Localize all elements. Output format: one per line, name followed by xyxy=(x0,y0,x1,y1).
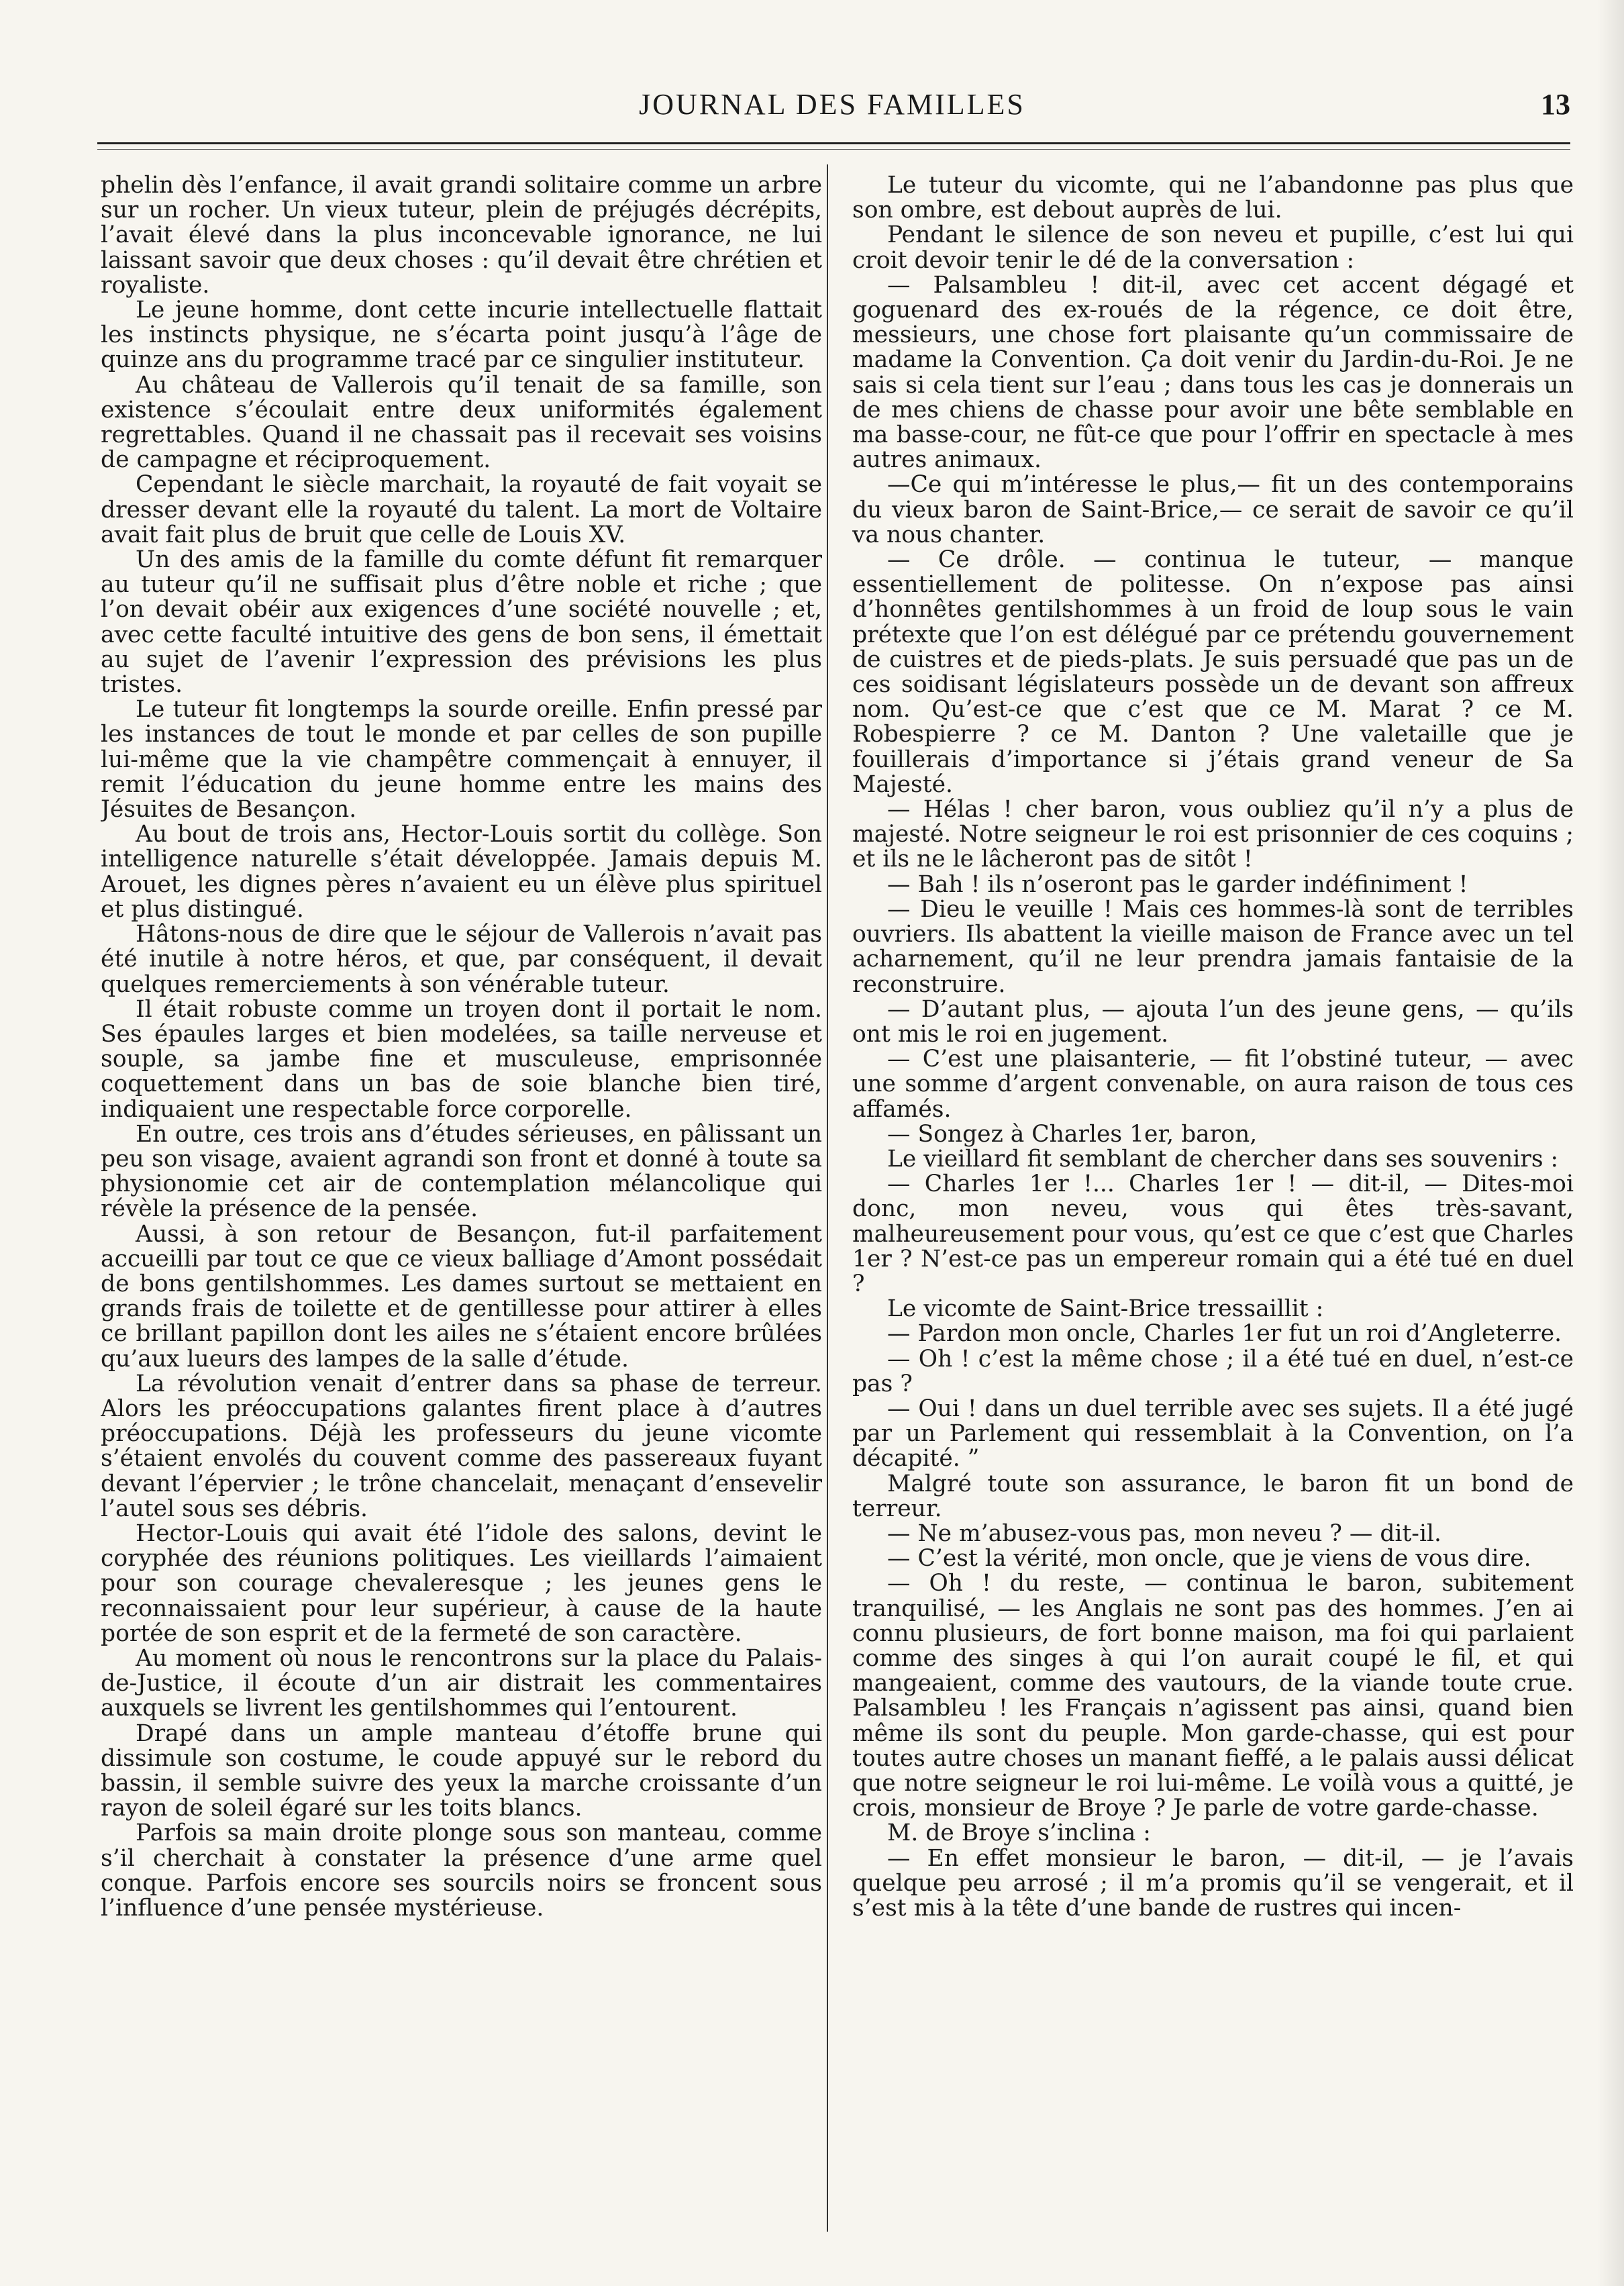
paragraph: Le tuteur fit longtemps la sourde oreille. Enfin pressé par les instances de tout le monde et par celles de son pupille lui-même que la vie champêtre commençait à ennuyer, il remit l’éducation du jeune homme entre les mains des Jésuites de Besançon. xyxy=(101,696,822,824)
paragraph: — Hélas ! cher baron, vous oubliez qu’il n’y a plus de majesté. Notre seigneur le roi est prisonnier de ces coquins ; et ils ne le lâcheront pas de sitôt ! xyxy=(852,796,1574,873)
paragraph: — Ce drôle. — continua le tuteur, — manque essentiellement de politesse. On n’expose pas ainsi d’honnêtes gentilshommes à un froid de loup sous le vain prétexte que l’on est délégué par ce prétendu gouvernement de cuistres et de pieds-plats. Je suis persuadé que pas un de ces soidisant législateurs possède un de devant son affreux nom. Qu’est-ce que c’est que ce M. Marat ? ce M. Robespierre ? ce M. Danton ? Une valetaille que je fouillerais d’importance si j’étais grand veneur de Sa Majesté. xyxy=(852,546,1574,798)
journal-title: JOURNAL DES FAMILLES xyxy=(639,88,1025,121)
paragraph: Un des amis de la famille du comte défunt fit remarquer au tuteur qu’il ne suffisait plus d’être noble et riche ; que l’on devait obéir aux exigences d’une société nouvelle ; et, avec cette faculté intuitive des gens de bon sens, il émettait au sujet de l’avenir l’expression des prévisions les plus tristes. xyxy=(101,546,822,699)
paragraph: — Pardon mon oncle, Charles 1er fut un roi d’Angleterre. xyxy=(887,1320,1562,1348)
paragraph: — Oh ! c’est la même chose ; il a été tué en duel, n’est-ce pas ? xyxy=(852,1345,1574,1397)
paragraph: Le vieillard fit semblant de chercher dans ses souvenirs : xyxy=(887,1145,1559,1173)
paragraph: Le jeune homme, dont cette incurie intellectuelle flattait les instincts physique, ne s’écarta point jusqu’à l’âge de quinze ans du programme tracé par ce singulier instituteur. xyxy=(101,297,822,374)
paragraph: — Songez à Charles 1er, baron, xyxy=(887,1120,1258,1148)
paragraph: M. de Broye s’inclina : xyxy=(887,1820,1151,1847)
paragraph: Il était robuste comme un troyen dont il portait le nom. Ses épaules larges et bien modelées, sa taille nerveuse et souple, sa jambe fine et musculeuse, emprisonnée coquettement dans un bas de soie blanche bien tiré, indiquaient une respectable force corporelle. xyxy=(101,995,822,1123)
paragraph: —Ce qui m’intéresse le plus,— fit un des contemporains du vieux baron de Saint-Brice,— ce serait de savoir ce qu’il va nous chanter. xyxy=(852,471,1574,548)
column-divider xyxy=(827,164,828,2232)
paragraph: La révolution venait d’entrer dans sa phase de terreur. Alors les préoccupations galantes firent place à d’autres préoccupations. Déjà les professeurs du jeune vicomte s’étaient envolés du couvent comme des passereaux fuyant devant l’épervier ; le trône chancelait, menaçant d’ensevelir l’autel sous ses débris. xyxy=(101,1370,822,1522)
paragraph: phelin dès l’enfance, il avait grandi solitaire comme un arbre sur un rocher. Un vieux tuteur, plein de préjugés décrépits, l’avait élevé dans la plus inconcevable ignorance, ne lui laissant savoir que deux choses : qu’il devait être chrétien et royaliste. xyxy=(101,173,822,299)
page-number: 13 xyxy=(1541,88,1570,121)
paragraph: — Ne m’abusez-vous pas, mon neveu ? — dit-il. xyxy=(887,1520,1441,1547)
paragraph: Parfois sa main droite plonge sous son manteau, comme s’il cherchait à constater la présence d’une arme quel conque. Parfois encore ses sourcils noirs se froncent sous l’influence d’une pensée mystérieuse. xyxy=(101,1820,822,1922)
paragraph: — C’est la vérité, mon oncle, que je viens de vous dire. xyxy=(887,1545,1531,1573)
paragraph: Malgré toute son assurance, le baron fit un bond de terreur. xyxy=(852,1470,1574,1522)
paragraph: — Dieu le veuille ! Mais ces hommes-là sont de terribles ouvriers. Ils abattent la vieille maison de France avec un tel acharnement, qu’il ne leur prendra jamais fantaisie de la reconstruire. xyxy=(852,895,1574,998)
paragraph: Pendant le silence de son neveu et pupille, c’est lui qui croit devoir tenir le dé de la conversation : xyxy=(852,221,1574,274)
paragraph: — En effet monsieur le baron, — dit-il, — je l’avais quelque peu arrosé ; il m’a promis qu’il se vengerait, et il s’est mis à la tête d’une bande de rustres qui incen- xyxy=(852,1844,1574,1922)
paragraph: — Palsambleu ! dit-il, avec cet accent dégagé et goguenard des ex-roués de la régence, ce doit être, messieurs, une chose fort plaisante qu’un commissaire de madame la Convention. Ça doit venir du Jardin-du-Roi. Je ne sais si cela tient sur l’eau ; dans tous les cas je donnerais un de mes chiens de chasse pour avoir une bête semblable en ma basse-cour, ne fût-ce que pour l’offrir en spectacle à mes autres animaux. xyxy=(852,271,1574,474)
right-column xyxy=(852,173,1574,2239)
paragraph: Hâtons-nous de dire que le séjour de Vallerois n’avait pas été inutile à notre héros, et que, par conséquent, il devait quelques remerciements à son vénérable tuteur. xyxy=(101,921,822,998)
paragraph: — Charles 1er !... Charles 1er ! — dit-il, — Dites-moi donc, mon neveu, vous qui êtes très-savant, malheureusement pour vous, qu’est ce que c’est que Charles 1er ? N’est-ce pas un empereur romain qui a été tué en duel ? xyxy=(852,1171,1574,1297)
paragraph: Le vicomte de Saint-Brice tressaillit : xyxy=(887,1295,1324,1323)
paragraph: Hector-Louis qui avait été l’idole des salons, devint le coryphée des réunions politiques. Les vieillards l’aimaient pour son courage chevaleresque ; les jeunes gens le reconnaissaient pour leur supérieur, à cause de la haute portée de son esprit et de la fermeté de son caractère. xyxy=(101,1520,822,1647)
paragraph: Le tuteur du vicomte, qui ne l’abandonne pas plus que son ombre, est debout auprès de lui. xyxy=(852,173,1574,224)
paragraph: Cependant le siècle marchait, la royauté de fait voyait se dresser devant elle la royauté du talent. La mort de Voltaire avait fait plus de bruit que celle de Louis XV. xyxy=(101,471,822,548)
paragraph: Au bout de trois ans, Hector-Louis sortit du collège. Son intelligence naturelle s’était développée. Jamais depuis M. Arouet, les dignes pères n’avaient eu un élève plus spirituel et plus distingué. xyxy=(101,821,822,923)
page-edge xyxy=(1597,0,1624,2286)
paragraph: — D’autant plus, — ajouta l’un des jeune gens, — qu’ils ont mis le roi en jugement. xyxy=(852,995,1574,1048)
paragraph: — Oh ! du reste, — continua le baron, subitement tranquilisé, — les Anglais ne sont pas des hommes. J’en ai connu plusieurs, de fort bonne maison, ma foi qui parlaient comme des singes à qui l’on aurait coupé le fil, et qui mangeaient, comme des vautours, de la viande toute crue. Palsambleu ! les Français n’agissent pas ainsi, quand bien même ils sont du peuple. Mon garde-chasse, qui est pour toutes autre choses un manant fieffé, a le palais aussi délicat que notre seigneur le roi lui-même. Le voilà vous a quitté, je crois, monsieur de Broye ? Je parle de votre garde-chasse. xyxy=(852,1570,1574,1822)
paragraph: Au moment où nous le rencontrons sur la place du Palais-de-Justice, il écoute d’un air distrait les commentaires auxquels se livrent les gentilshommes qui l’entourent. xyxy=(101,1644,822,1722)
paragraph: Aussi, à son retour de Besançon, fut-il parfaitement accueilli par tout ce que ce vieux balliage d’Amont possédait de bons gentilshommes. Les dames surtout se mettaient en grands frais de toilette et de gentillesse pour attirer à elles ce brillant papillon dont les ailes ne s’étaient encore brûlées qu’aux lueurs des lampes de la salle d’étude. xyxy=(101,1220,822,1373)
page-header xyxy=(94,87,1570,134)
paragraph: — Oui ! dans un duel terrible avec ses sujets. Il a été jugé par un Parlement qui ressemblait à la Convention, on l’a décapité. ” xyxy=(852,1395,1574,1473)
header-rule-thick xyxy=(97,142,1570,144)
paragraph: — Bah ! ils n’oseront pas le garder indéfiniment ! xyxy=(887,871,1468,898)
paragraph: Au château de Vallerois qu’il tenait de sa famille, son existence s’écoulait entre deux uniformités également regrettables. Quand il ne chassait pas il recevait ses voisins de campagne et réciproquement. xyxy=(101,371,822,474)
paragraph: — C’est une plaisanterie, — fit l’obstiné tuteur, — avec une somme d’argent convenable, on aura raison de tous ces affamés. xyxy=(852,1046,1574,1123)
paragraph: Drapé dans un ample manteau d’étoffe brune qui dissimule son costume, le coude appuyé sur le rebord du bassin, il semble suivre des yeux la marche croissante d’un rayon de soleil égaré sur les toits blancs. xyxy=(101,1720,822,1822)
header-rule-thin xyxy=(97,149,1570,150)
left-column xyxy=(101,173,822,2239)
paragraph: En outre, ces trois ans d’études sérieuses, en pâlissant un peu son visage, avaient agrandi son front et donné à toute sa physionomie cet air de contemplation mélancolique qui révèle la présence de la pensée. xyxy=(101,1120,822,1223)
